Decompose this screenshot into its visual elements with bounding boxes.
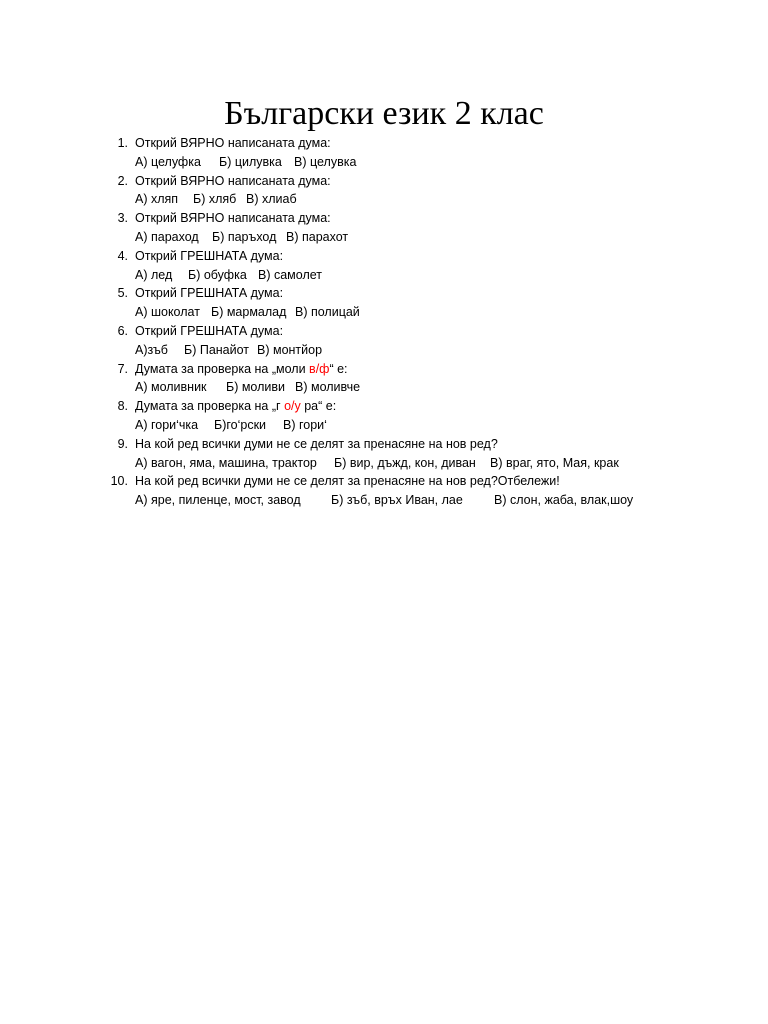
question-7 — [104, 360, 744, 398]
question-number: 3. — [117, 211, 128, 226]
answer-option-a: А)зъб — [135, 342, 168, 357]
answer-option-b: Б) хляб — [193, 192, 237, 207]
answer-option-c: В) враг, ято, Мая, крак — [490, 455, 619, 470]
question-prompt-line — [104, 472, 744, 491]
answer-option-a: А) хляп — [135, 192, 179, 207]
question-prompt: Открий ВЯРНО написаната дума: — [135, 173, 331, 188]
answer-option-b: Б)го‘рски — [214, 417, 267, 432]
question-3 — [104, 209, 744, 247]
question-number: 8. — [117, 399, 128, 414]
answer-option-a: А) гори‘чка — [135, 417, 199, 432]
question-prompt-line — [104, 284, 744, 303]
answer-options-line — [104, 266, 744, 285]
answer-option-a: А) лед — [135, 267, 173, 282]
prompt-highlight: в/ф — [309, 361, 330, 376]
answer-options-line — [104, 378, 744, 397]
answer-option-a: А) параход — [135, 229, 199, 244]
question-number: 4. — [117, 248, 128, 263]
question-8 — [104, 397, 744, 435]
answer-option-a: А) моливник — [135, 380, 207, 395]
question-prompt: Открий ВЯРНО написаната дума: — [135, 136, 331, 150]
question-prompt — [135, 360, 348, 379]
answer-options-line — [104, 153, 744, 172]
question-number: 6. — [117, 323, 128, 338]
answer-option-b: Б) зъб, връх Иван, лае — [331, 493, 463, 508]
answer-option-b: Б) паръход — [212, 229, 277, 244]
answer-option-a: А) яре, пиленце, мост, завод — [135, 493, 301, 508]
answer-option-c: В) слон, жаба, влак,шоу — [494, 493, 634, 508]
question-6 — [104, 322, 744, 360]
page-title: Български език 2 клас — [224, 95, 544, 132]
prompt-text-before: Думата за проверка на „г — [135, 399, 285, 414]
question-1 — [104, 134, 744, 172]
question-9 — [104, 435, 744, 473]
answer-option-b: Б) обуфка — [188, 267, 247, 282]
answer-option-a: А) вагон, яма, машина, трактор — [135, 455, 317, 470]
answer-options-line — [104, 303, 744, 322]
answer-option-b: Б) мармалад — [211, 305, 287, 320]
answer-option-c: В) целувка — [294, 154, 357, 169]
answer-option-b: Б) Панайот — [184, 342, 250, 357]
prompt-text-after: ра“ е: — [300, 399, 337, 414]
question-number: 7. — [117, 361, 128, 376]
question-prompt-line — [104, 322, 744, 341]
answer-option-b: Б) вир, дъжд, кон, диван — [334, 455, 476, 470]
question-prompt-line — [104, 247, 744, 266]
answer-options-line — [104, 341, 744, 360]
question-2 — [104, 172, 744, 210]
question-4 — [104, 247, 744, 285]
question-prompt-line — [104, 209, 744, 228]
question-prompt — [135, 397, 336, 416]
answer-option-c: В) хлиаб — [246, 192, 297, 207]
question-number: 10. — [110, 474, 128, 489]
question-number: 9. — [117, 436, 128, 451]
question-prompt: Открий ГРЕШНАТА дума: — [135, 286, 284, 301]
answer-options-line — [104, 228, 744, 247]
question-prompt-line — [104, 397, 744, 416]
question-prompt-line — [104, 172, 744, 191]
answer-option-c: В) моливче — [295, 380, 361, 395]
answer-option-a: А) шоколат — [135, 305, 200, 320]
question-prompt: Открий ГРЕШНАТА дума: — [135, 323, 284, 338]
answer-options-line — [104, 491, 744, 510]
question-prompt: На кой ред всички думи не се делят за пренасяне на нов ред?Отбележи! — [135, 474, 560, 489]
answer-options-line — [104, 190, 744, 209]
question-number: 1. — [117, 136, 128, 150]
question-prompt-line — [104, 435, 744, 454]
question-prompt: Открий ГРЕШНАТА дума: — [135, 248, 284, 263]
answer-option-c: В) полицай — [295, 305, 360, 320]
question-10 — [104, 472, 744, 510]
prompt-text-after: “ е: — [329, 361, 348, 376]
answer-option-c: В) гори‘ — [283, 417, 327, 432]
answer-options-line — [104, 454, 744, 473]
question-5 — [104, 284, 744, 322]
answer-option-c: В) парахот — [286, 229, 349, 244]
prompt-highlight: о/у — [284, 399, 301, 414]
question-list — [104, 134, 744, 510]
question-prompt-line — [104, 360, 744, 379]
answer-option-c: В) самолет — [258, 267, 323, 282]
question-prompt-line — [104, 134, 744, 153]
answer-option-a: А) целуфка — [135, 154, 201, 169]
question-number: 5. — [117, 286, 128, 301]
prompt-text-before: Думата за проверка на „моли — [135, 361, 310, 376]
question-prompt: Открий ВЯРНО написаната дума: — [135, 211, 331, 226]
answer-options-line — [104, 416, 744, 435]
answer-option-b: Б) моливи — [226, 380, 286, 395]
question-number: 2. — [117, 173, 128, 188]
answer-option-c: В) монтйор — [257, 342, 323, 357]
answer-option-b: Б) цилувка — [219, 154, 282, 169]
question-prompt: На кой ред всички думи не се делят за пренасяне на нов ред? — [135, 436, 498, 451]
